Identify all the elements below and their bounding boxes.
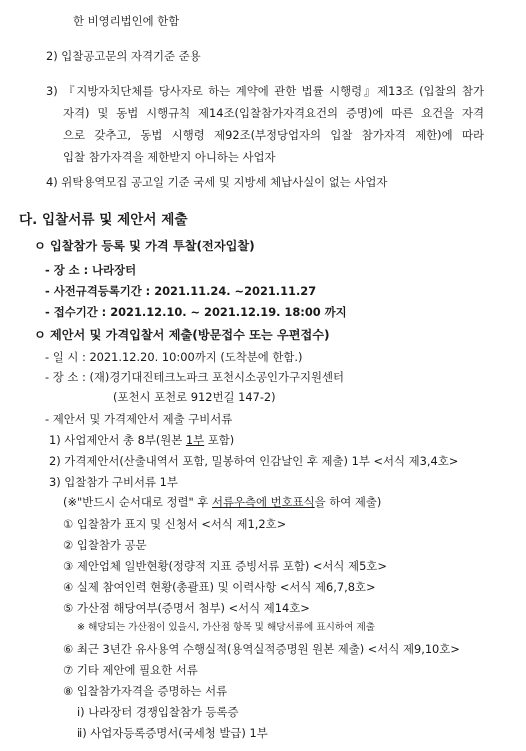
doc-bid-participation: 3) 입찰참가 구비서류 1부 (49, 475, 178, 489)
underlined-segment: 서류우측에 번호표식 (211, 495, 315, 509)
doc-item-3: ③ 제안업체 일반현황(정량적 지표 증빙서류 포함) <서식 제5호> (63, 559, 387, 573)
submission-place: - 장 소 : (재)경기대진테크노파크 포천시소공인가구지원센터 (45, 370, 345, 384)
doc-item-8: ⑧ 입찰참가자격을 증명하는 서류 (63, 684, 228, 698)
submission-address: (포천시 포천로 912번길 147-2) (113, 390, 276, 404)
doc-item-2: ② 입찰참가 공문 (63, 538, 147, 552)
text-segment: 을 하여 제출) (314, 495, 382, 509)
ordering-note (63, 494, 381, 510)
reception-period: - 접수기간 : 2021.12.10. ~ 2021.12.19. 18:00 까지 (45, 305, 347, 319)
eligibility-item-2: 2) 입찰공고문의 자격기준 준용 (46, 49, 201, 63)
bonus-note: ※ 해당되는 가산점이 있을시, 가산점 항목 및 해당서류에 표시하여 제출 (77, 622, 376, 633)
doc-item-7: ⑦ 기타 제안에 필요한 서류 (63, 663, 198, 677)
eligibility-item-3-line-4: 입찰 참가자격을 제한받지 아니하는 사업자 (63, 150, 276, 164)
eligibility-item-3-line-1: 3) 『지방자치단체를 당사자로 하는 계약에 관한 법률 시행령』제13조 (입찰의 참가 (46, 84, 484, 98)
text-segment: (※"반드시 순서대로 정렬" 후 (63, 495, 212, 509)
e-bidding-place: - 장 소 : 나라장터 (45, 263, 137, 277)
bullet-proposal-submission: ㅇ 제안서 및 가격입찰서 제출(방문접수 또는 우편접수) (34, 328, 330, 342)
text-segment: 1) 사업제안서 총 8부(원본 (49, 433, 186, 447)
doc-item-8-sub-2: ⅱ) 사업자등록증명서(국세청 발급) 1부 (77, 726, 268, 740)
pre-spec-period: - 사전규격등록기간 : 2021.11.24. ~2021.11.27 (45, 284, 317, 298)
eligibility-item-3-line-2: 자격) 및 동법 시행규칙 제14조(입찰참가자격요건의 증명)에 따른 요건을 자격 (63, 106, 484, 120)
doc-item-5: ⑤ 가산점 해당여부(증명서 첨부) <서식 제14호> (63, 601, 310, 615)
doc-price-proposal: 2) 가격제안서(산출내역서 포함, 밀봉하여 인감날인 후 제출) 1부 <서식 제3,4호> (49, 454, 459, 468)
doc-item-6: ⑥ 최근 3년간 유사용역 수행실적(용역실적증명원 원본 제출) <서식 제9,10호> (63, 642, 460, 656)
doc-item-4: ④ 실제 참여인력 현황(총괄표) 및 이력사항 <서식 제6,7,8호> (63, 580, 376, 594)
doc-item-8-sub-1: ⅰ) 나라장터 경쟁입찰참가 등록증 (77, 705, 239, 719)
required-docs-heading: - 제안서 및 가격제안서 제출 구비서류 (45, 412, 233, 426)
underlined-segment: 1부 (185, 433, 205, 447)
doc-item-1: ① 입찰참가 표지 및 신청서 <서식 제1,2호> (63, 517, 287, 531)
eligibility-item-3-line-3: 으로 갖추고, 동법 시행령 제92조(부정당업자의 입찰 참가자격 제한)에 따라 (63, 128, 484, 142)
text-segment: 포함) (204, 433, 235, 447)
section-heading: 다. 입찰서류 및 제안서 제출 (19, 212, 188, 228)
eligibility-item-4: 4) 위탁용역모집 공고일 기준 국세 및 지방세 체납사실이 없는 사업자 (46, 175, 388, 189)
doc-business-proposal (49, 432, 234, 448)
bullet-e-bidding: ㅇ 입찰참가 등록 및 가격 투찰(전자입찰) (34, 239, 255, 253)
eligibility-item-1-continued: 한 비영리법인에 한함 (73, 14, 180, 28)
submission-date: - 일 시 : 2021.12.20. 10:00까지 (도착분에 한함.) (45, 350, 303, 364)
